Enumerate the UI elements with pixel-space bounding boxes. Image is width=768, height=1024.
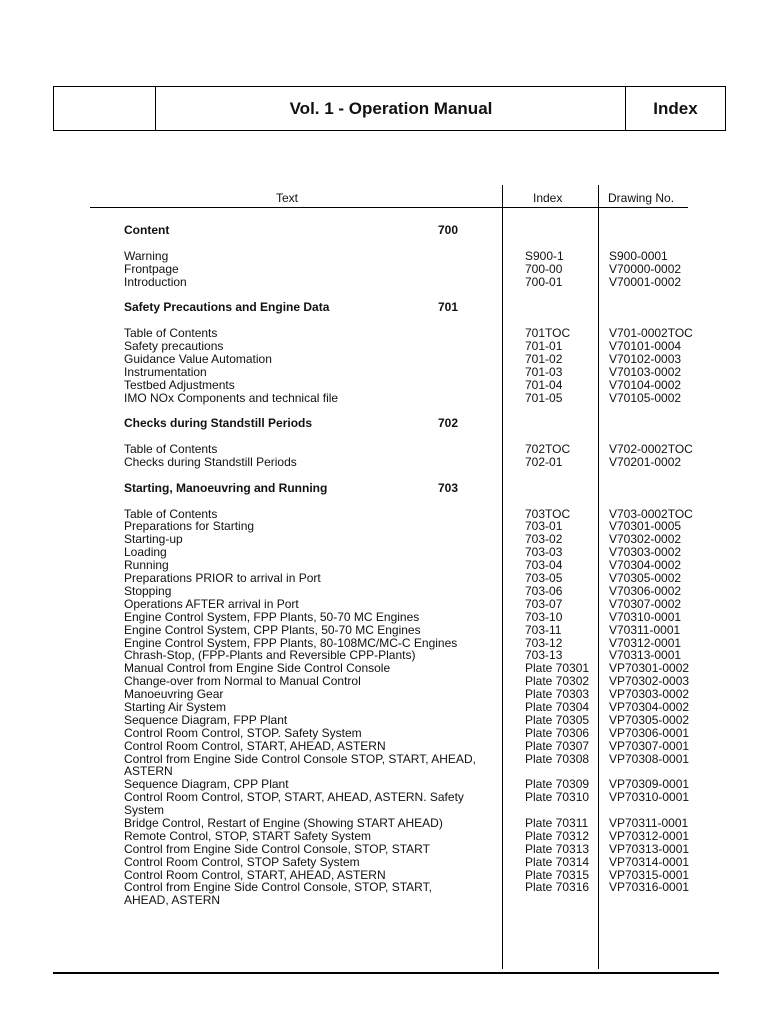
index-row xyxy=(0,456,768,469)
section-title: Starting, Manoeuvring and Running xyxy=(124,480,328,495)
spacer xyxy=(0,237,768,250)
index-row xyxy=(0,701,768,714)
entry-text: Engine Control System, FPP Plants, 50-70 MC Engines xyxy=(124,609,420,624)
entry-drawing: V70104-0002 xyxy=(609,377,682,392)
entry-drawing: VP70304-0002 xyxy=(609,699,690,714)
index-row xyxy=(0,353,768,366)
index-row xyxy=(0,894,768,907)
entry-text: Control Room Control, START, AHEAD, ASTERN xyxy=(124,738,386,753)
entry-text: Engine Control System, CPP Plants, 50-70 MC Engines xyxy=(124,622,421,637)
entry-index: 703-06 xyxy=(525,583,563,598)
entry-text: Instrumentation xyxy=(124,364,207,379)
section-heading xyxy=(0,224,768,237)
entry-index: Plate 70301 xyxy=(525,661,590,676)
entry-drawing: V70307-0002 xyxy=(609,596,682,611)
index-row xyxy=(0,714,768,727)
entry-index: Plate 70306 xyxy=(525,725,590,740)
index-row xyxy=(0,830,768,843)
index-row xyxy=(0,598,768,611)
entry-drawing: V70201-0002 xyxy=(609,455,682,470)
entry-drawing: V70311-0001 xyxy=(609,622,681,637)
entry-drawing: V70302-0002 xyxy=(609,532,682,547)
index-row xyxy=(0,340,768,353)
entry-text: Preparations PRIOR to arrival in Port xyxy=(124,571,321,586)
entry-text: Starting-up xyxy=(124,532,183,547)
entry-index: 700-01 xyxy=(525,274,563,289)
entry-index: 701-02 xyxy=(525,351,563,366)
section-title: Checks during Standstill Periods xyxy=(124,416,313,431)
entry-index: Plate 70307 xyxy=(525,738,590,753)
section-title: Safety Precautions and Engine Data xyxy=(124,300,330,315)
entry-index: 703-13 xyxy=(525,648,563,663)
document-title: Vol. 1 - Operation Manual xyxy=(289,98,493,118)
entry-text: Manual Control from Engine Side Control Console xyxy=(124,661,391,676)
section-heading xyxy=(0,417,768,430)
index-row xyxy=(0,250,768,263)
entry-index: Plate 70308 xyxy=(525,751,590,766)
entry-drawing: V70001-0002 xyxy=(609,274,682,289)
index-row xyxy=(0,817,768,830)
entry-text: Remote Control, STOP, START Safety System xyxy=(124,828,371,843)
entry-drawing: VP70310-0001 xyxy=(609,790,690,805)
header-index-label: Index xyxy=(653,98,698,118)
entry-drawing: VP70309-0001 xyxy=(609,777,690,792)
entry-text: Frontpage xyxy=(124,261,179,276)
index-row xyxy=(0,276,768,289)
entry-index: S900-1 xyxy=(525,248,564,263)
section-number: 702 xyxy=(438,416,459,431)
entry-text: Guidance Value Automation xyxy=(124,351,272,366)
entry-drawing: VP70314-0001 xyxy=(609,854,690,869)
entry-index: Plate 70310 xyxy=(525,790,590,805)
section-number: 700 xyxy=(438,223,459,237)
entry-index: Plate 70313 xyxy=(525,841,590,856)
entry-drawing: VP70303-0002 xyxy=(609,687,690,702)
index-row xyxy=(0,572,768,585)
entry-drawing: V70000-0002 xyxy=(609,261,682,276)
entry-text: Engine Control System, FPP Plants, 80-108MC/MC-C Engines xyxy=(124,635,458,650)
entry-text: Table of Contents xyxy=(124,326,218,341)
entry-drawing: VP70307-0001 xyxy=(609,738,690,753)
entry-index: Plate 70311 xyxy=(525,815,589,830)
entry-text: Change-over from Normal to Manual Control xyxy=(124,674,361,689)
entry-text: Introduction xyxy=(124,274,187,289)
entry-index: Plate 70314 xyxy=(525,854,590,869)
index-row xyxy=(0,727,768,740)
entry-text: Preparations for Starting xyxy=(124,519,255,534)
entry-drawing: V70310-0001 xyxy=(609,609,682,624)
entry-drawing: V70305-0002 xyxy=(609,571,682,586)
entry-text: Warning xyxy=(124,248,169,263)
entry-text: Table of Contents xyxy=(124,442,218,457)
entry-index: Plate 70303 xyxy=(525,687,590,702)
spacer xyxy=(0,495,768,508)
entry-index: 701TOC xyxy=(525,326,571,341)
entry-index: Plate 70312 xyxy=(525,828,590,843)
entry-drawing: VP70308-0001 xyxy=(609,751,690,766)
entry-index: Plate 70315 xyxy=(525,867,590,882)
entry-drawing: S900-0001 xyxy=(609,248,668,263)
entry-index: 703-10 xyxy=(525,609,563,624)
entry-text: Stopping xyxy=(124,583,172,598)
entry-text: Starting Air System xyxy=(124,699,227,714)
entry-text: AHEAD, ASTERN xyxy=(124,893,221,908)
entry-index: 703-02 xyxy=(525,532,563,547)
header-divider-left xyxy=(155,87,156,130)
entry-drawing: VP70306-0001 xyxy=(609,725,690,740)
entry-text: ASTERN xyxy=(124,764,173,779)
entry-text: Control from Engine Side Control Console STOP, START, AHEAD, xyxy=(124,751,476,766)
entry-drawing: VP70316-0001 xyxy=(609,880,690,895)
index-row xyxy=(0,392,768,405)
entry-text: Sequence Diagram, FPP Plant xyxy=(124,712,288,727)
entry-text: Control from Engine Side Control Console, STOP, START, xyxy=(124,880,432,895)
entry-drawing: VP70302-0003 xyxy=(609,674,690,689)
spacer xyxy=(0,469,768,482)
section-title: Content xyxy=(124,223,170,237)
entry-text: System xyxy=(124,803,165,818)
entry-index: 700-00 xyxy=(525,261,563,276)
entry-drawing: V701-0002TOC xyxy=(609,326,693,341)
entry-drawing: V70313-0001 xyxy=(609,648,682,663)
spacer xyxy=(0,288,768,301)
entry-index: 702TOC xyxy=(525,442,571,457)
index-row xyxy=(0,585,768,598)
entry-drawing: V70301-0005 xyxy=(609,519,682,534)
entry-drawing: VP70311-0001 xyxy=(609,815,689,830)
column-header-text: Text xyxy=(276,191,299,205)
entry-index: 701-01 xyxy=(525,339,563,354)
index-row xyxy=(0,379,768,392)
entry-drawing: VP70305-0002 xyxy=(609,712,690,727)
bottom-rule xyxy=(53,972,719,974)
spacer xyxy=(0,404,768,417)
index-row xyxy=(0,263,768,276)
entry-index: Plate 70309 xyxy=(525,777,590,792)
entry-drawing: V70105-0002 xyxy=(609,390,682,405)
entry-drawing: V70102-0003 xyxy=(609,351,682,366)
entry-text: Sequence Diagram, CPP Plant xyxy=(124,777,289,792)
entry-index: 703-01 xyxy=(525,519,563,534)
entry-text: Checks during Standstill Periods xyxy=(124,455,297,470)
entry-index: 703-07 xyxy=(525,596,563,611)
index-row xyxy=(0,856,768,869)
index-row xyxy=(0,791,768,804)
entry-index: 701-05 xyxy=(525,390,563,405)
entry-drawing: VP70315-0001 xyxy=(609,867,690,882)
entry-drawing: V70304-0002 xyxy=(609,558,682,573)
index-row xyxy=(0,843,768,856)
entry-text: Control Room Control, STOP, START, AHEAD, ASTERN. Safety xyxy=(124,790,464,805)
entry-drawing: V70306-0002 xyxy=(609,583,682,598)
index-row xyxy=(0,366,768,379)
entry-drawing: V70312-0001 xyxy=(609,635,682,650)
entry-index: 703-11 xyxy=(525,622,562,637)
entry-text: Manoeuvring Gear xyxy=(124,687,224,702)
entry-drawing: VP70312-0001 xyxy=(609,828,690,843)
index-row xyxy=(0,753,768,766)
entry-text: Chrash-Stop, (FPP-Plants and Reversible CPP-Plants) xyxy=(124,648,416,663)
column-header-drawing: Drawing No. xyxy=(608,191,675,205)
entry-text: Control Room Control, STOP. Safety System xyxy=(124,725,362,740)
entry-index: Plate 70316 xyxy=(525,880,590,895)
entry-text: Loading xyxy=(124,545,167,560)
entry-index: 703-04 xyxy=(525,558,563,573)
entry-drawing: VP70301-0002 xyxy=(609,661,690,676)
entry-drawing: VP70313-0001 xyxy=(609,841,690,856)
entry-text: Table of Contents xyxy=(124,506,218,521)
entry-index: 701-03 xyxy=(525,364,563,379)
entry-text: IMO NOx Components and technical file xyxy=(124,390,339,405)
entry-text: Safety precautions xyxy=(124,339,224,354)
entry-text: Bridge Control, Restart of Engine (Showing START AHEAD) xyxy=(124,815,443,830)
entry-index: 703TOC xyxy=(525,506,571,521)
index-table xyxy=(0,224,768,907)
entry-text: Running xyxy=(124,558,169,573)
section-heading xyxy=(0,482,768,495)
section-number: 701 xyxy=(438,300,459,315)
entry-drawing: V70303-0002 xyxy=(609,545,682,560)
entry-index: 703-03 xyxy=(525,545,563,560)
index-row xyxy=(0,740,768,753)
section-number: 703 xyxy=(438,480,459,495)
entry-index: 702-01 xyxy=(525,455,563,470)
header-box xyxy=(53,86,726,131)
entry-index: 703-12 xyxy=(525,635,563,650)
entry-text: Control Room Control, START, AHEAD, ASTERN xyxy=(124,867,386,882)
index-row xyxy=(0,611,768,624)
entry-text: Operations AFTER arrival in Port xyxy=(124,596,299,611)
entry-index: 703-05 xyxy=(525,571,563,586)
entry-index: Plate 70305 xyxy=(525,712,590,727)
entry-drawing: V70101-0004 xyxy=(609,339,682,354)
entry-text: Control from Engine Side Control Console, STOP, START xyxy=(124,841,430,856)
entry-index: 701-04 xyxy=(525,377,563,392)
entry-index: Plate 70302 xyxy=(525,674,590,689)
section-heading xyxy=(0,301,768,314)
entry-drawing: V70103-0002 xyxy=(609,364,682,379)
index-row xyxy=(0,881,768,894)
entry-drawing: V702-0002TOC xyxy=(609,442,693,457)
entry-text: Testbed Adjustments xyxy=(124,377,235,392)
entry-text: Control Room Control, STOP Safety System xyxy=(124,854,360,869)
index-row xyxy=(0,624,768,637)
entry-drawing: V703-0002TOC xyxy=(609,506,693,521)
column-header-index: Index xyxy=(533,191,563,205)
entry-index: Plate 70304 xyxy=(525,699,590,714)
